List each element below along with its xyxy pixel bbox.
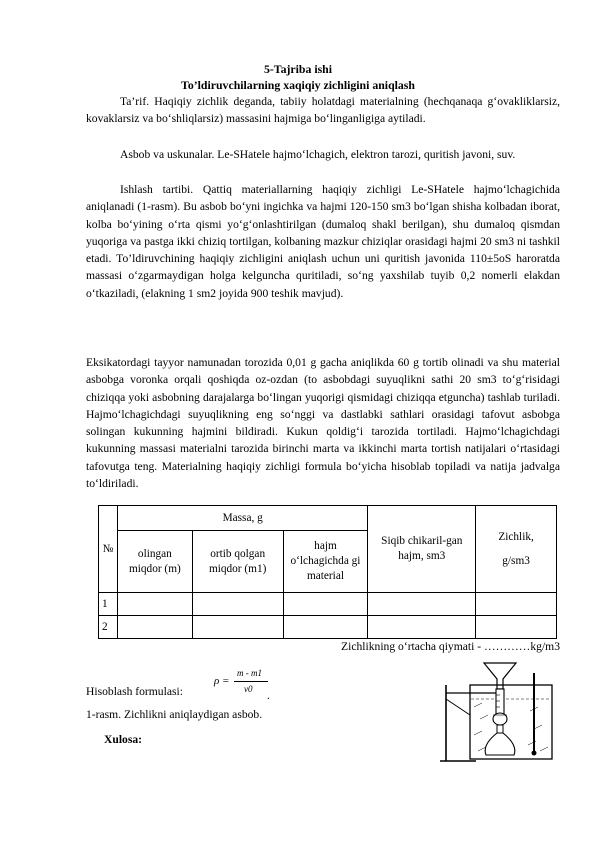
figure-caption: 1-rasm. Zichlikni aniqlaydigan asbob. [86,708,263,721]
table-header-material [283,531,368,593]
table-header-number: № [99,506,118,593]
conclusion-label: Xulosa: [104,733,143,746]
definition-paragraph: Ta’rif. Haqiqiy zichlik deganda, tabiiy holatdagi materialning (hechqanaqa g‘ovakliklarsiz, kovaklarsiz va bo‘shliqlarsiz) massasini hajmiga bo‘linganligiga aytiladi. [86,95,560,126]
row-number: 2 [99,616,118,639]
cell-material [283,593,368,616]
average-density: Zichlikning o‘rtacha qiymati - …………kg/m3 [341,640,560,653]
formula-period: . [267,689,270,702]
table-header-mass: Massa, g [117,506,367,531]
formula-numerator: m - m1 [237,668,262,678]
cell-density [476,616,557,639]
work-number: 5-Tajriba ishi [263,62,333,76]
cell-volume [368,593,476,616]
procedure-paragraph: Ishlash tartibi. Qattiq materiallarning haqiqiy zichligi Le-SHatele hajmo‘lchagichida aniqlanadi (1-rasm). Bu asbob bo‘yni ingichka va hajmi 120-150 sm3 bo‘lgan shisha kolbadan iborat, kolba bo‘yining o‘rta qismi yo‘g‘onlashtirilgan (dumaloq shakl berilgan), shu dumaloq qismdan yuqoriga va pastga ikki chiziq tortilgan, kolbaning mazkur chiziqlar orasidagi hajmi 20 sm3 ni tashkil etadi. To’ldiruvchining haqiqiy zichligini aniqlash uchun uni quritish javonida 110±5oS haroratda massasi o‘zgarmaydigan holga kelguncha quritiladi, so‘ng yaxshilab tuyib 0,2 nomerli elakdan o‘tkaziladi, (elakning 1 sm2 joyida 900 teshik mavjud). [86,183,560,300]
material-label: hajm o‘lchagichda gi material [290,540,361,582]
row-number: 1 [99,593,118,616]
cell-volume [368,616,476,639]
table-header-taken [117,531,192,593]
cell-material [283,616,368,639]
measurement-paragraph: Eksikatordagi tayyor namunadan torozida 0,01 g gacha aniqlikda 60 g tortib olinadi va shu material asbobga voronka orqali qoshiqda oz-ozdan (to asbobdagi suyuqlikni sathi 20 sm3 to‘g‘risidagi chiziqqa yoki asbobning darajalarga bo‘lingan yuqorigi qismidagi chiziqqa etguncha) tashlab turiladi. Hajmo‘lchagichdagi suyuqlikning eng so‘nggi va dastlabki sathlari orasidagi tafovut asbobga solingan kukunning hajmini bildiradi. Kukun qoldig‘i tarozida tortiladi. Hajmo‘lchagichdagi kukunning massasi materialni tarozida birinchi marta va ikkinchi marta tortish natijalari o‘rtasidagi tafovutga teng. Materialning haqiqiy zichligi formula bo‘yicha hisoblab topiladi va natija jadvalga to‘ldiriladi. [86,356,560,491]
results-table [98,505,557,639]
table-header-volume [368,506,476,593]
table-header-density [476,506,557,593]
density-label-line2: g/sm3 [502,554,530,567]
formula-denominator: v0 [244,684,253,694]
cell-m1 [192,593,283,616]
formula-lhs: ρ = [214,675,230,687]
left-label: ortib qolgan miqdor (m1) [208,547,267,575]
cell-m1 [192,616,283,639]
taken-label: olingan miqdor (m) [128,547,181,575]
table-row [99,593,557,616]
cell-m [117,616,192,639]
table-row [99,616,557,639]
le-chatelier-apparatus-illustration [430,655,562,765]
density-label-line1: Zichlik, [498,530,534,543]
formula-label: Hisoblash formulasi: [86,685,183,698]
table-header-left [192,531,283,593]
volume-label: Siqib chikaril-gan hajm, sm3 [381,535,463,562]
work-title: To’ldiruvchilarning xaqiqiy zichligini aniqlash [181,78,415,92]
equipment-paragraph: Asbob va uskunalar. Le-SHatele hajmo‘lchagich, elektron tarozi, quritish javoni, suv. [120,148,516,161]
density-formula [214,668,274,702]
fraction-bar [234,681,268,682]
cell-density [476,593,557,616]
cell-m [117,593,192,616]
